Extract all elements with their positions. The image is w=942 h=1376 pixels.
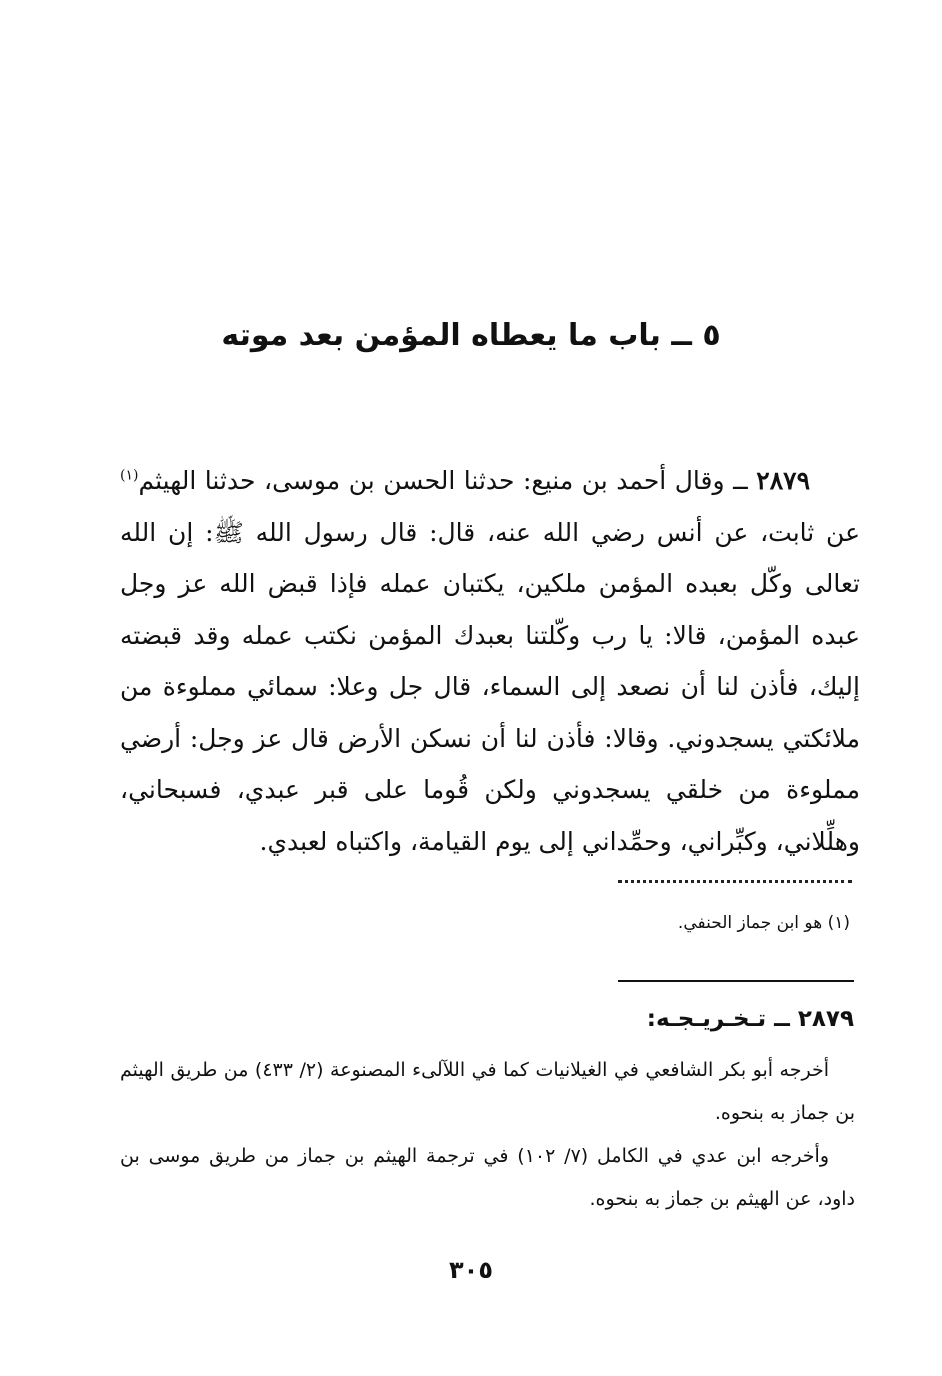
takhrij-heading: ٢٨٧٩ ــ تـخـريـجـه:	[646, 1006, 854, 1032]
hadith-text-start: ــ وقال أحمد بن منيع: حدثنا الحسن بن موسى، حدثنا الهيثم	[138, 466, 757, 495]
takhrij-paragraph: أخرجه أبو بكر الشافعي في الغيلانيات كما في اللآلىء المصنوعة (٢/ ٤٣٣) من طريق الهيثم بن جماز به بنحوه.	[120, 1059, 855, 1124]
footnote-reference: (١)	[120, 467, 139, 484]
page-number: ٣٠٥	[449, 1256, 493, 1284]
hadith-text-rest: عن ثابت، عن أنس رضي الله عنه، قال: قال رسول الله ﷺ: إن الله تعالى وكّل بعبده المؤمن ملكين، يكتبان عمله فإذا قبض الله عز وجل عبده المؤمن، قالا: يا رب وكّلتنا بعبدك المؤمن نكتب عمله وقد قبضته إليك، فأذن لنا أن نصعد إلى السماء، قال جل وعلا: سمائي مملوءة من ملائكتي يسجدوني. وقالا: فأذن لنا أن نسكن الأرض قال عز وجل: أرضي مملوءة من خلقي يسجدوني ولكن قُوما على قبر عبدي، فسبحاني، وهلِّلاني، وكبِّراني، وحمِّداني إلى يوم القيامة، واكتباه لعبدي.	[120, 517, 860, 856]
footnote-separator	[618, 880, 852, 883]
footnote: (١) هو ابن جماز الحنفي.	[677, 913, 850, 933]
takhrij-paragraph: وأخرجه ابن عدي في الكامل (٧/ ١٠٢) في ترجمة الهيثم بن جماز من طريق موسى بن داود، عن الهيثم بن جماز به بنحوه.	[120, 1145, 855, 1210]
takhrij-body	[120, 1049, 855, 1221]
hadith-number: ٢٨٧٩	[756, 466, 810, 495]
hadith-paragraph	[120, 455, 860, 867]
chapter-title: ٥ ــ باب ما يعطاه المؤمن بعد موته	[221, 318, 721, 353]
hadith-body	[120, 455, 860, 867]
section-divider	[618, 980, 854, 982]
